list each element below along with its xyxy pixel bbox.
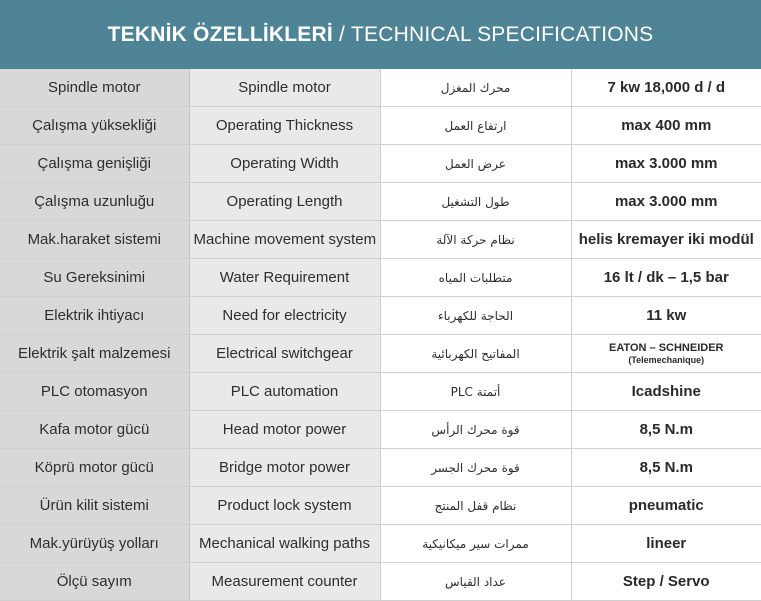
specifications-body: [0, 69, 761, 601]
spec-label-turkish: Elektrik ihtiyacı: [0, 297, 189, 335]
spec-label-turkish: Ürün kilit sistemi: [0, 487, 189, 525]
spec-row: [0, 221, 761, 259]
spec-row: [0, 411, 761, 449]
spec-label-english: Electrical switchgear: [189, 335, 380, 373]
spec-label-english: Product lock system: [189, 487, 380, 525]
spec-label-turkish: Elektrik şalt malzemesi: [0, 335, 189, 373]
spec-row: [0, 525, 761, 563]
spec-label-english: Head motor power: [189, 411, 380, 449]
spec-label-arabic: نظام قفل المنتج: [380, 487, 571, 525]
spec-label-arabic: قوة محرك الرأس: [380, 411, 571, 449]
spec-value: Step / Servo: [571, 563, 761, 601]
spec-label-turkish: Mak.haraket sistemi: [0, 221, 189, 259]
spec-label-english: Operating Length: [189, 183, 380, 221]
spec-label-turkish: Su Gereksinimi: [0, 259, 189, 297]
spec-label-arabic: طول التشغيل: [380, 183, 571, 221]
spec-value: 11 kw: [571, 297, 761, 335]
spec-label-arabic: ارتفاع العمل: [380, 107, 571, 145]
spec-row: [0, 449, 761, 487]
spec-value: lineer: [571, 525, 761, 563]
spec-label-english: Operating Width: [189, 145, 380, 183]
spec-label-english: Measurement counter: [189, 563, 380, 601]
spec-label-arabic: المفاتيح الكهربائية: [380, 335, 571, 373]
spec-label-english: PLC automation: [189, 373, 380, 411]
spec-label-turkish: Çalışma genişliği: [0, 145, 189, 183]
spec-row: [0, 259, 761, 297]
spec-label-turkish: PLC otomasyon: [0, 373, 189, 411]
spec-row: [0, 563, 761, 601]
spec-value: 8,5 N.m: [571, 449, 761, 487]
spec-value: max 3.000 mm: [571, 183, 761, 221]
spec-label-arabic: ممرات سير ميكانيكية: [380, 525, 571, 563]
spec-label-turkish: Köprü motor gücü: [0, 449, 189, 487]
spec-label-arabic: نظام حركة الآلة: [380, 221, 571, 259]
spec-label-turkish: Kafa motor gücü: [0, 411, 189, 449]
spec-value-sub: (Telemechanique): [628, 354, 705, 365]
spec-label-arabic: متطلبات المياه: [380, 259, 571, 297]
spec-label-arabic: محرك المغزل: [380, 69, 571, 107]
spec-label-english: Need for electricity: [189, 297, 380, 335]
spec-label-arabic: قوة محرك الجسر: [380, 449, 571, 487]
title-separator: /: [332, 22, 352, 46]
spec-label-arabic: أتمتة PLC: [380, 373, 571, 411]
page-header: [0, 0, 761, 69]
spec-row: [0, 487, 761, 525]
spec-label-english: Spindle motor: [189, 69, 380, 107]
spec-label-english: Bridge motor power: [189, 449, 380, 487]
spec-value-main: EATON – SCHNEIDER: [608, 341, 724, 354]
spec-value: pneumatic: [571, 487, 761, 525]
spec-value: Icadshine: [571, 373, 761, 411]
spec-label-arabic: عرض العمل: [380, 145, 571, 183]
title-turkish: TEKNİK ÖZELLİKLERİ: [107, 22, 333, 46]
spec-row: [0, 373, 761, 411]
spec-row: [0, 183, 761, 221]
spec-value: max 3.000 mm: [571, 145, 761, 183]
spec-value: max 400 mm: [571, 107, 761, 145]
spec-row: [0, 69, 761, 107]
spec-label-turkish: Çalışma uzunluğu: [0, 183, 189, 221]
spec-label-english: Water Requirement: [189, 259, 380, 297]
spec-row: [0, 297, 761, 335]
spec-label-english: Mechanical walking paths: [189, 525, 380, 563]
spec-value: [571, 335, 761, 373]
spec-label-english: Operating Thickness: [189, 107, 380, 145]
spec-label-turkish: Mak.yürüyüş yolları: [0, 525, 189, 563]
spec-label-english: Machine movement system: [189, 221, 380, 259]
spec-label-turkish: Ölçü sayım: [0, 563, 189, 601]
spec-label-arabic: عداد القياس: [380, 563, 571, 601]
spec-value: helis kremayer iki modül: [571, 221, 761, 259]
spec-row: [0, 107, 761, 145]
title-english: TECHNICAL SPECIFICATIONS: [351, 22, 654, 46]
spec-row: [0, 335, 761, 373]
spec-value: 7 kw 18,000 d / d: [571, 69, 761, 107]
spec-label-turkish: Çalışma yüksekliği: [0, 107, 189, 145]
spec-label-turkish: Spindle motor: [0, 69, 189, 107]
spec-value: 8,5 N.m: [571, 411, 761, 449]
spec-label-arabic: الحاجة للكهرباء: [380, 297, 571, 335]
spec-value: 16 lt / dk – 1,5 bar: [571, 259, 761, 297]
spec-row: [0, 145, 761, 183]
specifications-table: [0, 69, 761, 601]
